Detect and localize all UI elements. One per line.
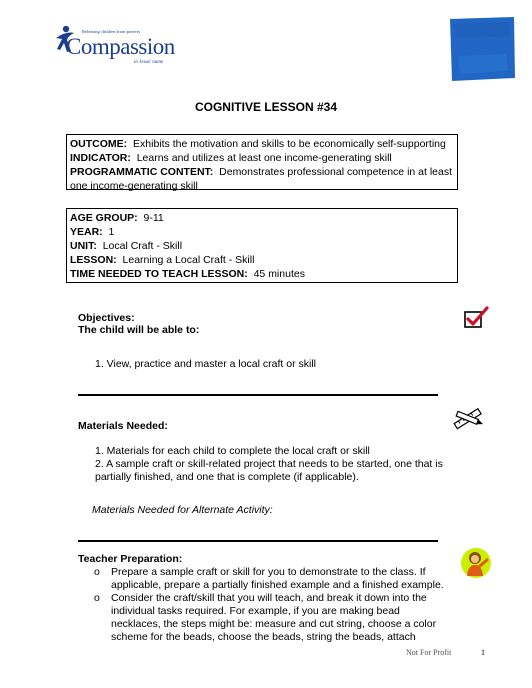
materials-heading: Materials Needed: bbox=[78, 420, 168, 432]
preparation-item: Consider the craft/skill that you will teach, and break it down into the individual tasks required. For example, if you are making bead necklaces, the steps might be: measure and cut string, choose a color scheme for the beads, choose the beads, string the beads, attach bbox=[111, 592, 437, 643]
indicator-text: Learns and utilizes at least one income-generating skill bbox=[136, 152, 392, 164]
blue-paint-block bbox=[448, 16, 516, 82]
outcome-label: OUTCOME: bbox=[70, 138, 128, 150]
lesson-info-box bbox=[66, 208, 458, 283]
content-text: Demonstrates professional competence in at least one income-generating skill bbox=[70, 166, 453, 192]
pencil-ruler-icon bbox=[450, 406, 488, 432]
materials-item: 1. Materials for each child to complete the local craft or skill bbox=[95, 445, 370, 457]
footer-text: Not For Profit bbox=[406, 648, 452, 657]
logo-brand: Compassion bbox=[66, 34, 175, 59]
teacher-icon bbox=[460, 546, 492, 580]
logo-subline: in Jesus' name bbox=[134, 60, 164, 65]
page-number: 1 bbox=[481, 648, 485, 657]
time-value: 45 minutes bbox=[253, 268, 305, 280]
year-label: YEAR: bbox=[70, 226, 103, 238]
year-value: 1 bbox=[108, 226, 115, 238]
lesson-label: LESSON: bbox=[70, 254, 117, 266]
objectives-subheading: The child will be able to: bbox=[78, 324, 200, 336]
materials-item: 2. A sample craft or skill-related project that needs to be started, one that is partially finished, and one that is complete (if applicable). bbox=[95, 458, 443, 483]
unit-value: Local Craft - Skill bbox=[102, 240, 183, 252]
divider bbox=[78, 394, 438, 396]
preparation-item: Prepare a sample craft or skill for you to demonstrate to the class. If applicable, prepare a partially finished example and a finished example. bbox=[111, 566, 444, 591]
preparation-heading: Teacher Preparation: bbox=[78, 553, 183, 565]
lesson-title: COGNITIVE LESSON #34 bbox=[194, 100, 338, 114]
indicator-label: INDICATOR: bbox=[70, 152, 131, 164]
age-label: AGE GROUP: bbox=[70, 212, 138, 224]
content-label: PROGRAMMATIC CONTENT: bbox=[70, 166, 214, 178]
bullet-icon: o bbox=[94, 592, 100, 604]
outcome-box bbox=[66, 134, 458, 190]
outcome-text: Exhibits the motivation and skills to be economically self-supporting bbox=[133, 138, 446, 150]
divider bbox=[78, 540, 438, 542]
checkbox-check-icon bbox=[463, 306, 489, 330]
objective-item: 1. View, practice and master a local craft or skill bbox=[95, 358, 316, 370]
age-value: 9-11 bbox=[143, 212, 164, 224]
bullet-icon: o bbox=[94, 566, 100, 578]
objectives-heading: Objectives: bbox=[78, 312, 135, 324]
time-label: TIME NEEDED TO TEACH LESSON: bbox=[70, 268, 248, 280]
lesson-value: Learning a Local Craft - Skill bbox=[122, 254, 255, 266]
logo-tagline: Releasing children from poverty bbox=[82, 29, 141, 34]
compassion-logo bbox=[52, 24, 175, 68]
unit-label: UNIT: bbox=[70, 240, 97, 252]
materials-alternate: Materials Needed for Alternate Activity: bbox=[92, 504, 273, 516]
